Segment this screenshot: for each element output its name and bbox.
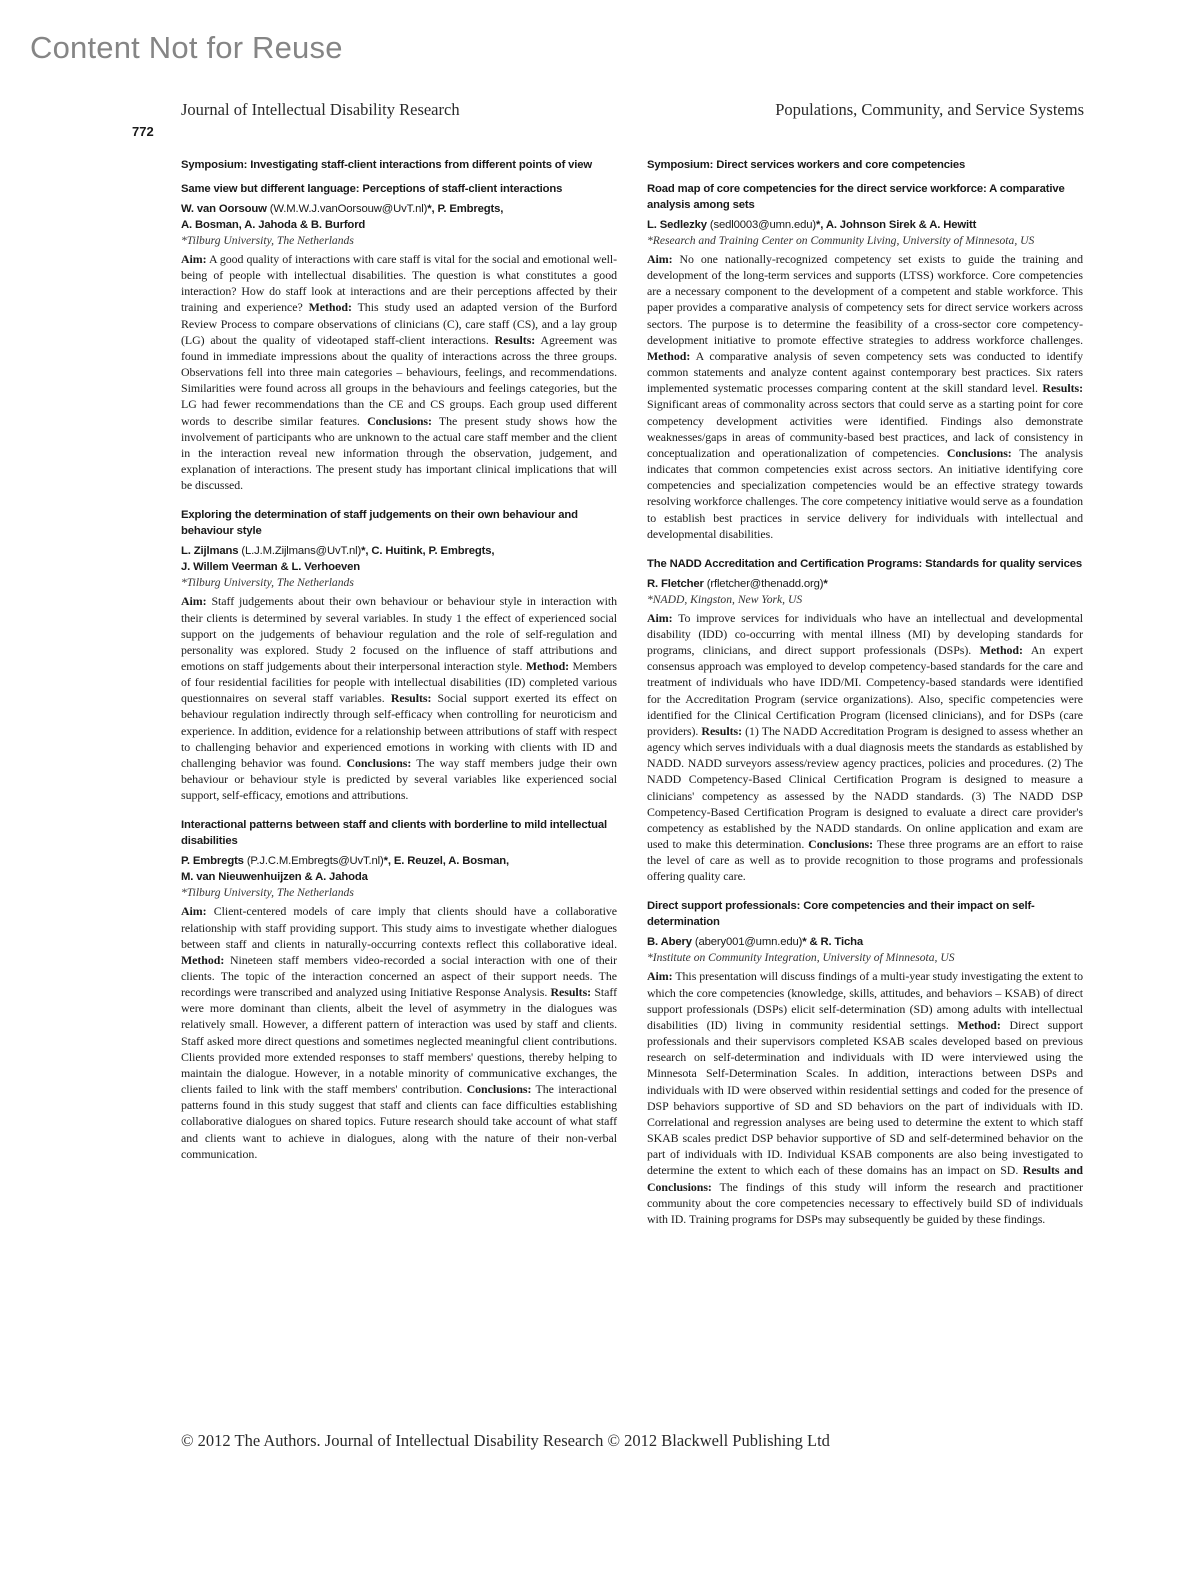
aim-label: Aim:	[647, 610, 673, 625]
method-text: Nineteen staff members video-recorded a social interaction with one of their clients. The topic of the interaction concerned an aspect of their support needs. The recordings were transcribed and analyzed using Initiative Response Analysis.	[181, 952, 617, 1000]
results-label: Results and Conclusions:	[647, 1163, 1083, 1194]
author-name: R. Fletcher	[647, 577, 704, 590]
author-names-rest: *, P. Embregts,	[427, 203, 504, 215]
affiliation: *NADD, Kingston, New York, US	[647, 592, 803, 606]
abstract	[647, 181, 1083, 542]
conclusions-label: Conclusions:	[808, 837, 873, 851]
results-label: Results:	[550, 985, 592, 1000]
author-names-line2: J. Willem Veerman & L. Verhoeven	[181, 561, 361, 574]
conclusions-text: The analysis indicates that common competencies exist across sectors. An initiative identifying core competencies and specialization competencies would be an effective strategy towards resolving workforce challenges. The core competency initiative would serve as a foundation to establish best practices in service delivery for individuals with intellectual and developmental disabilities.	[647, 445, 1083, 541]
left-column	[181, 157, 617, 1176]
author-names-rest: *, E. Reuzel, A. Bosman,	[383, 855, 509, 868]
author-list	[647, 934, 1083, 950]
author-email: (abery001@umn.edu)	[694, 936, 803, 949]
author-list	[181, 543, 617, 575]
author-name: B. Abery	[647, 936, 692, 949]
results-text: The findings of this study will inform the research and practitioner community about the core competencies necessary to effectively build SD of individuals with ID. Training programs for DSPs may subsequently be guided by these findings.	[647, 1179, 1083, 1226]
author-names-rest: * & R. Ticha	[802, 936, 863, 949]
author-name: P. Embregts	[181, 855, 244, 868]
aim-text: Staff judgements about their own behaviour or behaviour style in interaction with their clients is determined by several variables. In study 1 the effect of experienced social support on the judgements of behaviour regulation and the role of self-regulation and personality was explored. Study 2 focused on the influence of staff attributions and emotions on staff judgements about their interpersonal interaction style.	[181, 594, 617, 673]
author-email: (W.M.W.J.vanOorsouw@UvT.nl)	[269, 203, 428, 215]
aim-text: To improve services for individuals who have an intellectual and developmental disability (IDD) co-occurring with mental illness (MI) by developing standards for programs, clinicians, and direct support professionals (DSPs).	[647, 610, 1083, 658]
aim-label: Aim:	[181, 594, 207, 609]
aim-label: Aim:	[181, 904, 207, 919]
method-text: Direct support professionals and their supervisors completed KSAB scales developed based on previous research on self-determination and individuals with ID were interviewed using the Minnesota Self-Determination Scales. In addition, interactions between DSPs and individuals with ID were observed within residential settings and coded for the presence of DSP behaviors supportive of SD and SD behaviors on the part of individuals with ID. Correlational and regression analyses are being used to determine the extent to which staff SKAB scales predict DSP behavior supportive of SD and self-determined behavior on the part of individuals with ID. Individual KSAB components are also being investigated to determine the extent to which each of these domains has an impact on SD.	[647, 1017, 1083, 1178]
aim-label: Aim:	[647, 969, 673, 984]
author-name: L. Zijlmans	[181, 545, 239, 558]
author-name: L. Sedlezky	[647, 219, 707, 231]
results-label: Results:	[701, 723, 742, 738]
abstract	[181, 181, 617, 493]
abstract-title: Road map of core competencies for the direct service workforce: A comparative analysis among sets	[647, 183, 1065, 211]
conclusions-label: Conclusions:	[466, 1082, 532, 1097]
aim-text: A good quality of interactions with care staff is vital for the social and emotional well-being of people with intellectual disabilities. The question is what constitutes a good interaction? How do staff look at interactions and are their perceptions affected by their training and experience?	[181, 252, 617, 315]
abstract-body	[647, 968, 1083, 1227]
affiliation: *Institute on Community Integration, University of Minnesota, US	[647, 951, 955, 965]
right-column	[647, 157, 1083, 1241]
page-number: 772	[132, 124, 154, 139]
results-text: Significant areas of commonality across sectors that could serve as a starting point for core competency development activities were identified. Findings also demonstrate weaknesses/gaps in areas of community-based best practices, and lack of consistency in conceptualization and operationalization of competencies.	[647, 397, 1083, 460]
abstract	[647, 898, 1083, 1227]
author-email: (P.J.C.M.Embregts@UvT.nl)	[246, 855, 384, 868]
author-list	[647, 217, 1083, 233]
conclusions-text: The interactional patterns found in this study suggest that staff and clients can face difficulties establishing collaborative dialogues on shared topics. Future research should take account of what staff and clients want to achieve in dialogues, along with the nature of their non-verbal communication.	[181, 1082, 617, 1161]
section-title: Populations, Community, and Service Systems	[775, 100, 1084, 119]
abstract	[647, 556, 1083, 885]
watermark: Content Not for Reuse	[30, 30, 343, 65]
author-names-rest: *	[823, 577, 828, 590]
author-email: (rfletcher@thenadd.org)	[706, 577, 824, 590]
results-text: Agreement was found in immediate impressions about the quality of interactions across the three groups. Observations fell into three main categories – behaviours, feelings, and recommendations. Similarities were found across all groups in the behaviours and feelings categories, but the LG had fewer recommendations than the CE and CS groups. Each group used different words to describe similar features.	[181, 332, 617, 428]
method-label: Method:	[647, 348, 691, 363]
method-label: Method:	[525, 658, 570, 673]
abstract-body	[647, 251, 1083, 542]
results-label: Results:	[1042, 381, 1083, 396]
author-list	[181, 853, 617, 885]
abstract-title: Exploring the determination of staff judgements on their own behaviour and behaviour style	[181, 509, 578, 538]
author-name: W. van Oorsouw	[181, 203, 267, 215]
results-text: Staff were more dominant than clients, albeit the level of asymmetry in the dialogues was relatively small. However, a different pattern of interaction was used by staff and clients. Staff asked more direct questions and sometimes neglected meaningful client contributions. Clients provided more extended responses to staff members' questions, thereby helping to maintain the dialogue. However, in a notable minority of communicative exchanges, the clients failed to link with the staff members' contribution.	[181, 985, 617, 1097]
affiliation: *Research and Training Center on Community Living, University of Minnesota, US	[647, 234, 1035, 247]
results-label: Results:	[390, 691, 432, 706]
abstract-title: The NADD Accreditation and Certification Programs: Standards for quality services	[647, 557, 1083, 570]
method-label: Method:	[181, 952, 225, 967]
author-list	[647, 576, 1083, 592]
affiliation: *Tilburg University, The Netherlands	[181, 234, 354, 247]
aim-text: Client-centered models of care imply that clients should have a collaborative relationship with staff providing support. This study aims to investigate whether dialogues between staff and clients in naturally-occurring contexts reflect this collaborative ideal.	[181, 904, 617, 951]
author-email: (L.J.M.Zijlmans@UvT.nl)	[241, 545, 362, 558]
method-label: Method:	[979, 643, 1023, 658]
author-list	[181, 201, 617, 233]
abstract-title: Same view but different language: Perceptions of staff-client interactions	[181, 183, 563, 195]
method-label: Method:	[308, 300, 352, 315]
author-names-rest: *, A. Johnson Sirek & A. Hewitt	[816, 219, 977, 231]
method-label: Method:	[957, 1017, 1001, 1032]
conclusions-label: Conclusions:	[346, 755, 412, 770]
conclusions-text: These three programs are an effort to raise the level of care as well as to provide recognition to those programs and professionals offering quality care.	[647, 837, 1083, 884]
aim-label: Aim:	[181, 252, 207, 266]
method-text: A comparative analysis of seven competency sets was conducted to identify common statements and analyze content against contemporary best practices. Six raters implemented systematic processes comparing content at the skill standard level.	[647, 348, 1083, 396]
author-names-line2: A. Bosman, A. Jahoda & B. Burford	[181, 219, 366, 231]
aim-text: No one nationally-recognized competency set exists to guide the training and development of the long-term services and supports (LTSS) workforce. Core competencies are a necessary component to the development of a competent and stable workforce. This paper provides a comparative analysis of competency sets for direct service workers across sectors. The purpose is to determine the feasibility of a cross-sector core competency-development initiative to promote effective strategies to address workforce challenges.	[647, 252, 1083, 347]
conclusions-text: The present study shows how the involvement of participants who are unknown to the actual care staff member and the client in the interaction reveal new information through the observation, judgement, and explanation of interactions. The present study has important clinical implications that will be discussed.	[181, 413, 617, 493]
abstract-body	[181, 593, 617, 803]
affiliation: *Tilburg University, The Netherlands	[181, 576, 354, 590]
symposium-title: Symposium: Direct services workers and core competencies	[647, 159, 966, 171]
conclusions-label: Conclusions:	[946, 445, 1012, 460]
abstract	[181, 507, 617, 803]
abstract-body	[647, 610, 1083, 885]
affiliation: *Tilburg University, The Netherlands	[181, 886, 354, 900]
conclusions-label: Conclusions:	[367, 413, 432, 428]
method-text: An expert consensus approach was employed to develop competency-based standards for the care and treatment of individuals who have IDD/MI. Competency-based standards were identified for the Accreditation Program (service organizations). Also, specific competencies were identified for the Clinical Certification Program (licensed clinicians), and for DSPs (care providers).	[647, 643, 1083, 738]
method-text: This study used an adapted version of the Burford Review Process to compare observations of clinicians (C), care staff (CS), and a lay group (LG) about the quality of videotaped staff-client interactions.	[181, 300, 617, 347]
author-names-rest: *, C. Huitink, P. Embregts,	[361, 545, 495, 558]
abstract-title: Interactional patterns between staff and clients with borderline to mild intellectual disabilities	[181, 819, 608, 848]
method-text: Members of four residential facilities for people with intellectual disabilities (ID) completed various questionnaires on several staff variables.	[181, 658, 617, 706]
author-email: (sedl0003@umn.edu)	[709, 219, 817, 231]
author-names-line2: M. van Nieuwenhuijzen & A. Jahoda	[181, 871, 368, 884]
copyright-footer: © 2012 The Authors. Journal of Intellectual Disability Research © 2012 Blackwell Publishing Ltd	[181, 1431, 830, 1450]
journal-title: Journal of Intellectual Disability Research	[181, 100, 460, 119]
results-label: Results:	[494, 332, 536, 347]
conclusions-text: The way staff members judge their own behaviour or behaviour style is predicted by several variables like experienced social support, self-efficacy, emotions and attributions.	[181, 755, 617, 803]
aim-label: Aim:	[647, 252, 673, 266]
abstract-body	[181, 251, 617, 493]
symposium-title: Symposium: Investigating staff-client interactions from different points of view	[181, 159, 593, 171]
abstract-title: Direct support professionals: Core competencies and their impact on self-determination	[647, 900, 1035, 929]
abstract-body	[181, 903, 617, 1162]
results-text: Social support exerted its effect on behaviour regulation indirectly through self-efficacy when controlling for neuroticism and experience. In addition, evidence for a relationship between attributions of staff with respect to challenging behavior and experienced emotions in working with clients with ID and challenging behavior was found.	[181, 691, 617, 770]
aim-text: This presentation will discuss findings of a multi-year study investigating the extent to which the core competencies (knowledge, skills, attitudes, and behaviors – KSAB) of direct support professionals (DSPs) elicit self-determination (SD) among adults with intellectual disabilities (ID) living in community residential settings.	[647, 969, 1083, 1032]
results-text: (1) The NADD Accreditation Program is designed to assess whether an agency which serves individuals with a dual diagnosis meets the standards as established by NADD. NADD surveyors assess/review agency practices, policies and procedures. (2) The NADD Competency-Based Clinical Certification Program is designed to measure a clinicians' competency as assessed by the NADD standards. (3) The NADD DSP Competency-Based Certification Program is designed to evaluate a direct care provider's competency as established by the NADD standards. On online application and exam are used to make this determination.	[647, 723, 1083, 851]
abstract	[181, 817, 617, 1162]
